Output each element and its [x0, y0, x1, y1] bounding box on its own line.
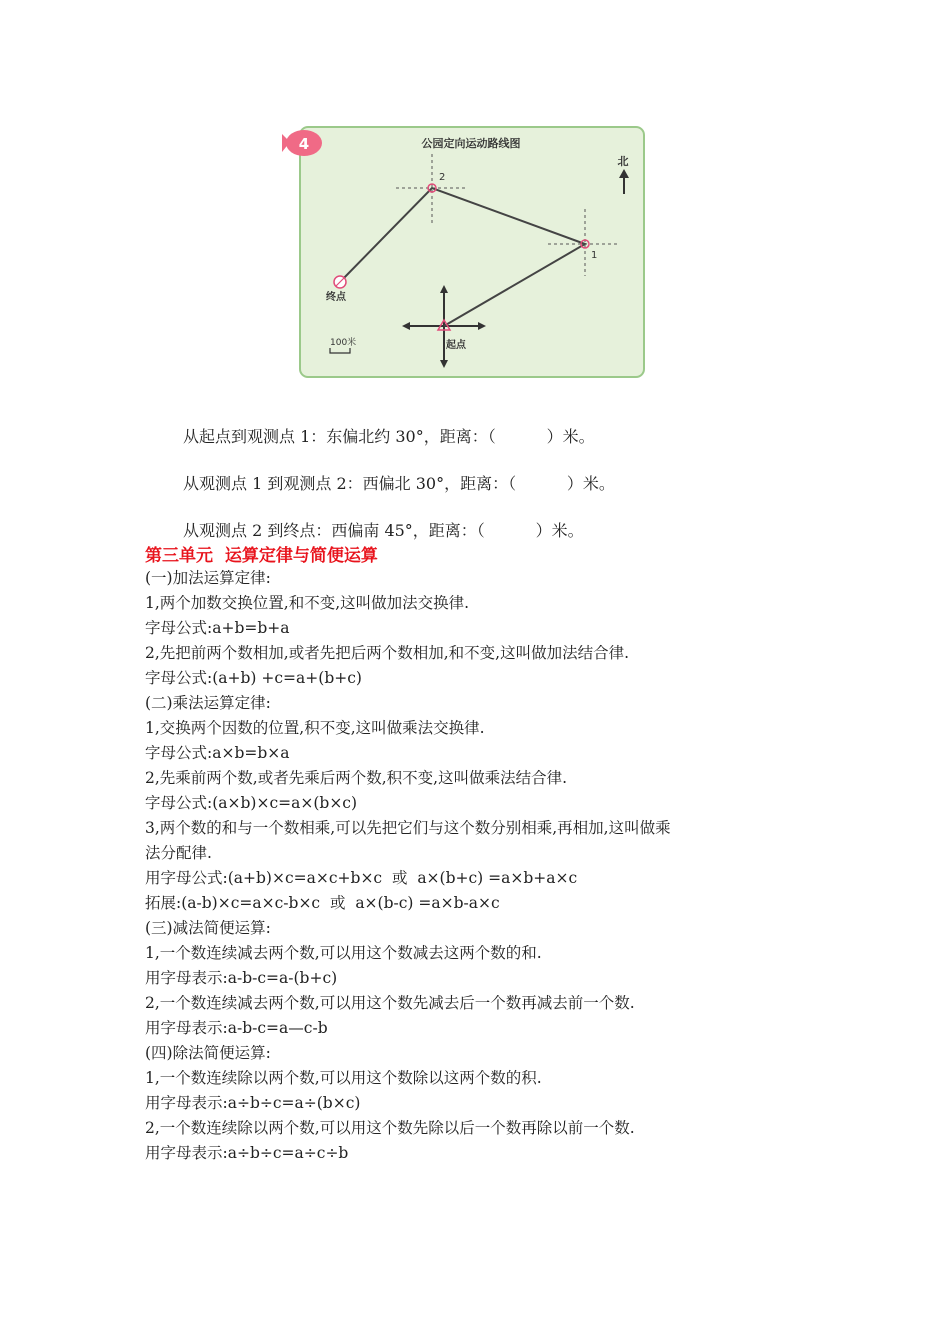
text-line: 2,一个数连续减去两个数,可以用这个数先减去后一个数再减去前一个数. [145, 994, 635, 1012]
text-line: 用字母公式:(a+b)×c=a×c+b×c 或 a×(b+c) =a×b+a×c [145, 869, 578, 887]
text-line: 法分配律. [145, 844, 212, 862]
text-line: (二)乘法运算定律: [145, 694, 271, 712]
text-line: 2,一个数连续除以两个数,可以用这个数先除以后一个数再除以前一个数. [145, 1119, 635, 1137]
text-line: 用字母表示:a-b-c=a—c-b [145, 1019, 328, 1037]
scale-label: 100米 [330, 338, 357, 348]
question-1: 从起点到观测点 1：东偏北约 30°，距离：（ ）米。 [183, 427, 595, 446]
text-line: (三)减法简便运算: [145, 919, 271, 937]
question-2: 从观测点 1 到观测点 2：西偏北 30°，距离：（ ）米。 [183, 474, 615, 493]
text-line: (一)加法运算定律: [145, 569, 271, 587]
text-line: 字母公式:a+b=b+a [145, 619, 290, 637]
start-label: 起点 [446, 340, 466, 351]
text-line: 1,两个加数交换位置,和不变,这叫做加法交换律. [145, 594, 470, 612]
north-label: 北 [617, 155, 629, 168]
text-line: 2,先把前两个数相加,或者先把后两个数相加,和不变,这叫做加法结合律. [145, 644, 629, 662]
point2-label: 2 [439, 172, 446, 183]
text-line: 拓展:(a-b)×c=a×c-b×c 或 a×(b-c) =a×b-a×c [145, 894, 500, 912]
text-line: 用字母表示:a÷b÷c=a÷(b×c) [145, 1094, 361, 1112]
text-line: 3,两个数的和与一个数相乘,可以先把它们与这个数分别相乘,再相加,这叫做乘 [145, 819, 671, 837]
text-line: 2,先乘前两个数,或者先乘后两个数,积不变,这叫做乘法结合律. [145, 769, 567, 787]
question-3: 从观测点 2 到终点：西偏南 45°，距离：（ ）米。 [183, 521, 584, 540]
text-line: (四)除法简便运算: [145, 1044, 271, 1062]
badge-icon [282, 130, 322, 156]
text-line: 1,一个数连续减去两个数,可以用这个数减去这两个数的和. [145, 944, 542, 962]
map-title: 公园定向运动路线图 [421, 137, 521, 150]
route-map-svg [278, 124, 646, 380]
text-line: 用字母表示:a-b-c=a-(b+c) [145, 969, 338, 987]
end-marker-icon [334, 276, 346, 288]
route-map-figure [278, 124, 646, 380]
end-label: 终点 [326, 292, 346, 303]
text-line: 字母公式:(a+b) +c=a+(b+c) [145, 669, 362, 687]
section-title: 第三单元 运算定律与简便运算 [145, 546, 378, 566]
badge-number: 4 [298, 135, 310, 153]
text-line: 1,一个数连续除以两个数,可以用这个数除以这两个数的积. [145, 1069, 542, 1087]
point1-label: 1 [591, 250, 598, 261]
text-line: 1,交换两个因数的位置,积不变,这叫做乘法交换律. [145, 719, 485, 737]
text-line: 字母公式:a×b=b×a [145, 744, 290, 762]
text-line: 字母公式:(a×b)×c=a×(b×c) [145, 794, 358, 812]
content-lines [145, 566, 825, 1166]
text-line: 用字母表示:a÷b÷c=a÷c÷b [145, 1144, 349, 1162]
